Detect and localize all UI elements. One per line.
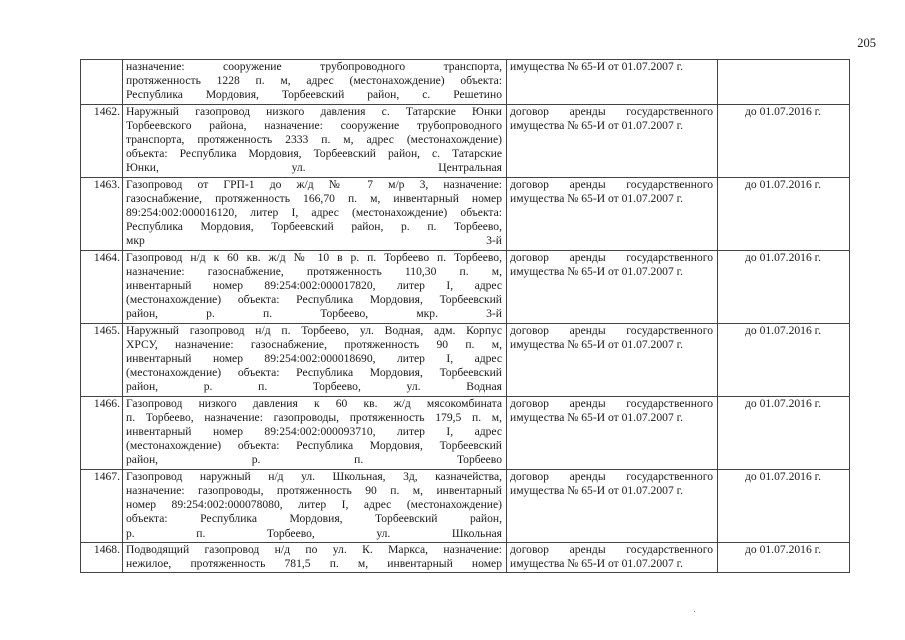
object-description (123, 177, 507, 250)
property-registry-table (80, 59, 850, 573)
document-line: имущества № 65-И от 01.07.2007 г. (510, 118, 683, 132)
table-row (81, 396, 850, 469)
basis-document (507, 323, 718, 396)
document-line: договор аренды государственного (510, 542, 713, 556)
description-line: Наружный газопровод низкого давления с. Татарские Юнки (126, 104, 502, 118)
description-line: район, р. п. Торбеево (126, 453, 502, 467)
description-line: (местонахождение) объекта: Республика Мордовия, Торбеевский (126, 366, 502, 380)
basis-document (507, 250, 718, 323)
table-row (81, 323, 850, 396)
description-line: объекта: Республика Мордовия, Торбеевский район, с. Татарские (126, 147, 502, 161)
description-line: (местонахождение) объекта: Республика Мордовия, Торбеевский (126, 439, 502, 453)
description-line: 89:254:002:000016120, литер I, адрес (местонахождение) объекта: (126, 206, 502, 220)
document-line: имущества № 65-И от 01.07.2007 г. (510, 264, 683, 278)
basis-document (507, 469, 718, 542)
description-line: Торбеевского района, назначение: сооружение трубопроводного (126, 118, 502, 132)
document-line: имущества № 65-И от 01.07.2007 г. (510, 410, 683, 424)
document-line: договор аренды государственного (510, 396, 713, 410)
description-line: инвентарный номер 89:254:002:000093710, литер I, адрес (126, 425, 502, 439)
row-number: 1464. (81, 250, 123, 323)
description-line: газоснабжение, протяженность 166,70 п. м, инвентарный номер (126, 191, 502, 205)
basis-document (507, 396, 718, 469)
row-number (81, 60, 123, 105)
description-line: транспорта, протяженность 2333 п. м, адрес (местонахождение) (126, 133, 502, 147)
description-line: п. Торбеево, назначение: газопроводы, протяженность 179,5 п. м, (126, 410, 502, 424)
scan-speck (694, 611, 695, 612)
description-line: район, р. п. Торбеево, мкр. 3-й (126, 307, 502, 321)
object-description (123, 60, 507, 105)
object-description (123, 396, 507, 469)
table-row (81, 250, 850, 323)
basis-document (507, 177, 718, 250)
document-line: имущества № 65-И от 01.07.2007 г. (510, 337, 683, 351)
table-row (81, 469, 850, 542)
description-line: протяженность 1228 п. м, адрес (местонахождение) объекта: (126, 74, 502, 88)
object-description (123, 542, 507, 572)
document-line: имущества № 65-И от 01.07.2007 г. (510, 556, 683, 570)
document-line: договор аренды государственного (510, 104, 713, 118)
object-description (123, 104, 507, 177)
basis-document (507, 542, 718, 572)
object-description (123, 323, 507, 396)
description-line: ХРСУ, назначение: газоснабжение, протяженность 90 п. м, (126, 337, 502, 351)
row-number: 1466. (81, 396, 123, 469)
row-number: 1465. (81, 323, 123, 396)
description-line: район, р. п. Торбеево, ул. Водная (126, 380, 502, 394)
description-line: нежилое, протяженность 781,5 п. м, инвентарный номер (126, 556, 502, 570)
document-line: договор аренды государственного (510, 469, 713, 483)
description-line: инвентарный номер 89:254:002:000018690, литер I, адрес (126, 352, 502, 366)
basis-document (507, 104, 718, 177)
lease-term: до 01.07.2016 г. (718, 250, 850, 323)
description-line: назначение: газоснабжение, протяженность 110,30 п. м, (126, 264, 502, 278)
description-line: Юнки, ул. Центральная (126, 161, 502, 175)
document-line: договор аренды государственного (510, 323, 713, 337)
object-description (123, 469, 507, 542)
document-line: договор аренды государственного (510, 250, 713, 264)
table-row (81, 60, 850, 105)
object-description (123, 250, 507, 323)
lease-term: до 01.07.2016 г. (718, 396, 850, 469)
document-line: имущества № 65-И от 01.07.2007 г. (510, 483, 683, 497)
description-line: Наружный газопровод н/д п. Торбеево, ул. Водная, адм. Корпус (126, 323, 502, 337)
description-line: объекта: Республика Мордовия, Торбеевский район, (126, 512, 502, 526)
lease-term: до 01.07.2016 г. (718, 104, 850, 177)
lease-term: до 01.07.2016 г. (718, 323, 850, 396)
row-number: 1467. (81, 469, 123, 542)
lease-term: до 01.07.2016 г. (718, 542, 850, 572)
description-line: Газопровод н/д к 60 кв. ж/д № 10 в р. п. Торбеево п. Торбеево, (126, 250, 502, 264)
row-number: 1462. (81, 104, 123, 177)
row-number: 1463. (81, 177, 123, 250)
description-line: Республика Мордовия, Торбеевский район, с. Решетино (126, 88, 502, 102)
document-line: договор аренды государственного (510, 177, 713, 191)
description-line: Газопровод от ГРП-1 до ж/д № 7 м/р 3, назначение: (126, 177, 502, 191)
description-line: Газопровод наружный н/д ул. Школьная, 3д, казначейства, (126, 469, 502, 483)
description-line: инвентарный номер 89:254:002:000017820, литер I, адрес (126, 279, 502, 293)
table-row (81, 542, 850, 572)
description-line: (местонахождение) объекта: Республика Мордовия, Торбеевский (126, 293, 502, 307)
page-number: 205 (857, 36, 876, 50)
lease-term (718, 60, 850, 105)
lease-term: до 01.07.2016 г. (718, 177, 850, 250)
description-line: Подводящий газопровод н/д по ул. К. Маркса, назначение: (126, 542, 502, 556)
table-row (81, 104, 850, 177)
lease-term: до 01.07.2016 г. (718, 469, 850, 542)
table-row (81, 177, 850, 250)
row-number: 1468. (81, 542, 123, 572)
description-line: назначение: газопроводы, протяженность 90 п. м, инвентарный (126, 483, 502, 497)
description-line: р. п. Торбеево, ул. Школьная (126, 526, 502, 540)
description-line: Республика Мордовия, Торбеевский район, р. п. Торбеево, (126, 220, 502, 234)
description-line: назначение: сооружение трубопроводного транспорта, (126, 60, 502, 73)
basis-document (507, 60, 718, 105)
document-line: имущества № 65-И от 01.07.2007 г. (510, 60, 683, 73)
document-line: имущества № 65-И от 01.07.2007 г. (510, 191, 683, 205)
description-line: мкр 3-й (126, 234, 502, 248)
description-line: номер 89:254:002:000078080, литер I, адрес (местонахождение) (126, 498, 502, 512)
description-line: Газопровод низкого давления к 60 кв. ж/д мясокомбината (126, 396, 502, 410)
